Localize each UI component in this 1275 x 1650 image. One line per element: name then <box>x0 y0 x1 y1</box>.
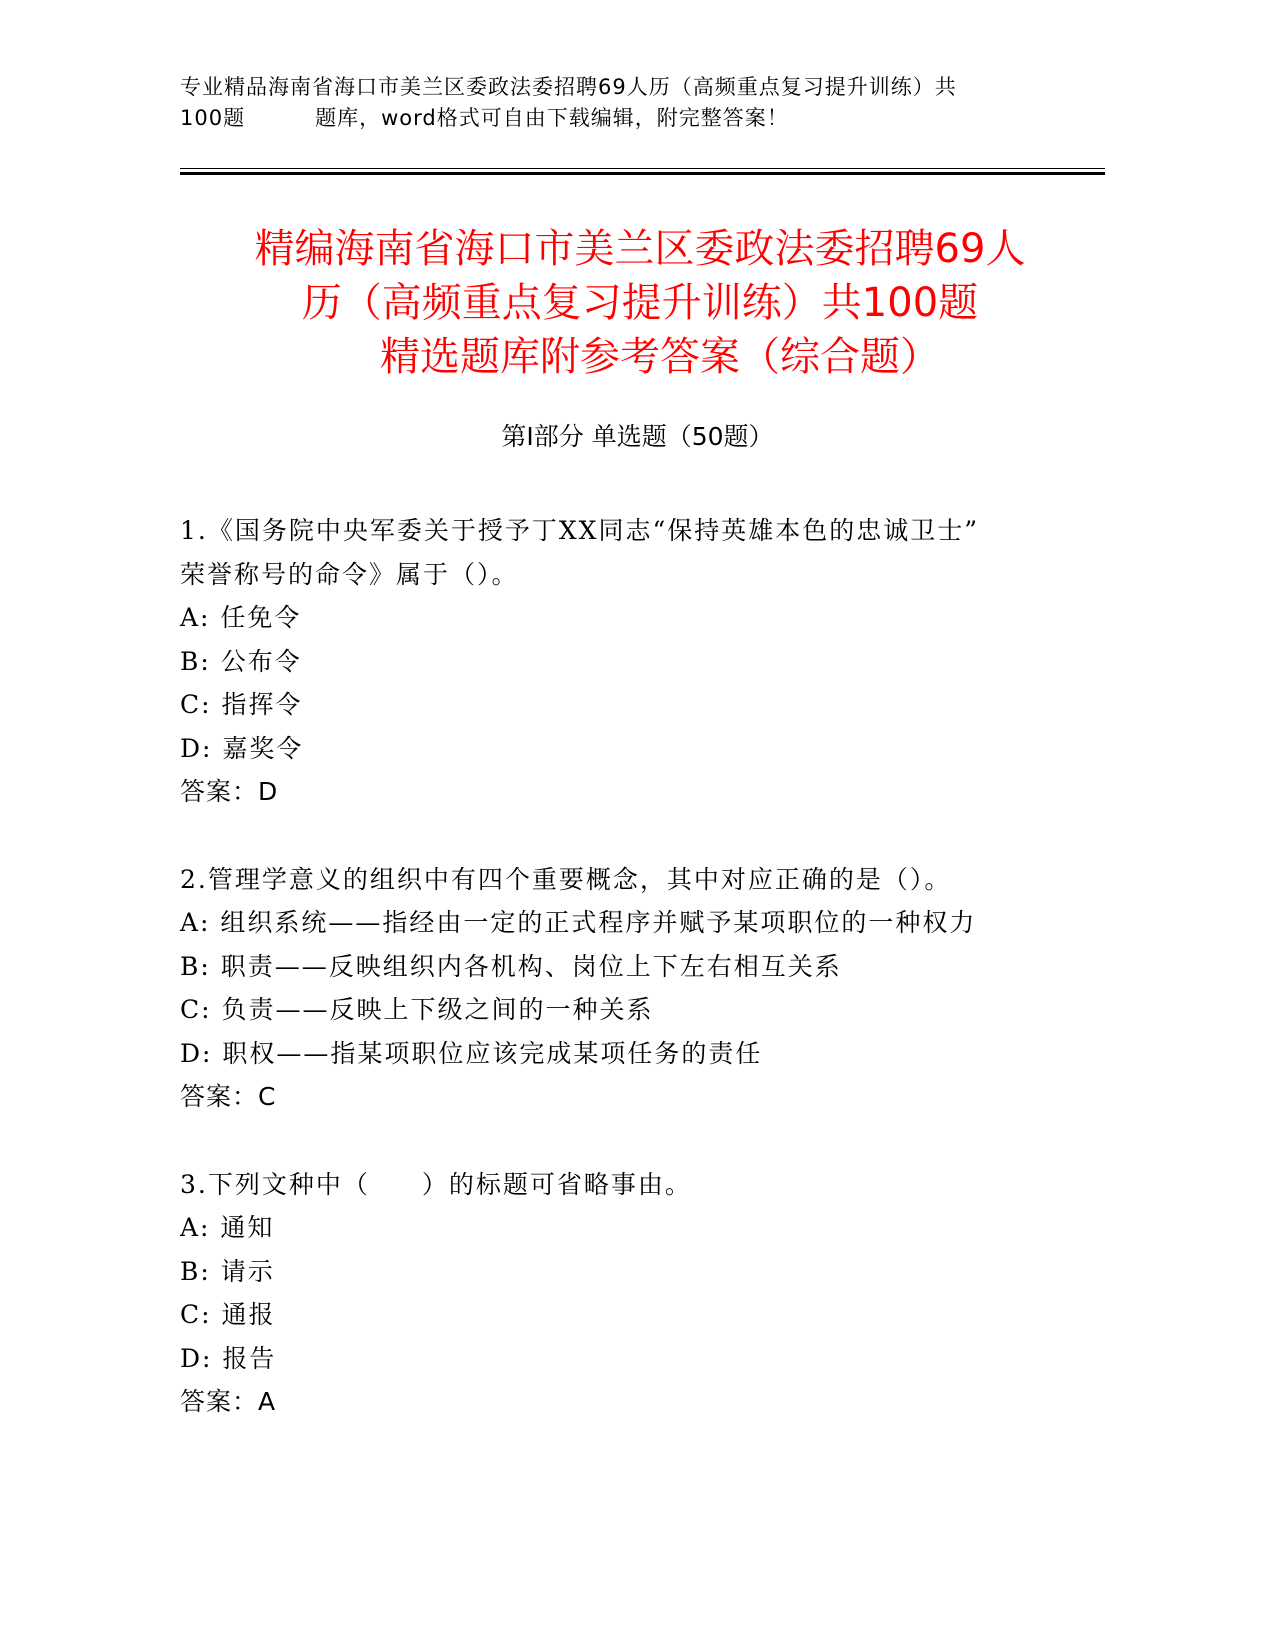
option-a: A: 任免令 <box>180 603 302 632</box>
question-list <box>180 509 1080 1468</box>
option-a: A: 通知 <box>180 1213 275 1242</box>
option-d: D: 嘉奖令 <box>180 733 304 763</box>
document-header <box>180 72 1060 134</box>
answer-line: 答案：C <box>180 1082 277 1111</box>
question-stem: 2.管理学意义的组织中有四个重要概念，其中对应正确的是（）。 <box>180 864 952 894</box>
option-d: D: 职权——指某项职位应该完成某项任务的责任 <box>180 1038 763 1068</box>
question-stem: 1.《国务院中央军委关于授予丁XX同志“保持英雄本色的忠诚卫士” <box>180 516 980 545</box>
header-divider-thick <box>180 172 1105 175</box>
header-line-1: 专业精品海南省海口市美兰区委政法委招聘69人历（高频重点复习提升训练）共 <box>180 75 957 99</box>
title-line-2: 历（高频重点复习提升训练）共100题 <box>301 280 979 326</box>
option-a: A: 组织系统——指经由一定的正式程序并赋予某项职位的一种权力 <box>180 908 977 937</box>
section-title: 第Ⅰ部分 单选题（50题） <box>501 422 774 451</box>
title-line-3: 精选题库附参考答案（综合题） <box>380 334 940 380</box>
header-line-2-text: 题库，word格式可自由下载编辑，附完整答案！ <box>315 106 789 130</box>
option-b: B: 职责——反映组织内各机构、岗位上下左右相互关系 <box>180 951 842 981</box>
option-c: C: 负责——反映上下级之间的一种关系 <box>180 995 654 1024</box>
question-stem-end: ）的标题可省略事由。 <box>421 1169 692 1199</box>
question-1 <box>180 509 1080 814</box>
option-c: C: 指挥令 <box>180 690 303 719</box>
header-divider-thin <box>180 168 1105 169</box>
header-line-2-count: 100题 <box>180 106 246 130</box>
question-3 <box>180 1163 1080 1424</box>
option-c: C: 通报 <box>180 1300 276 1329</box>
answer-line: 答案：D <box>180 777 279 806</box>
answer-line: 答案：A <box>180 1387 277 1416</box>
question-stem-continued: 荣誉称号的命令》属于（）。 <box>180 559 519 589</box>
question-stem-start: 3.下列文种中（ <box>180 1169 370 1199</box>
option-d: D: 报告 <box>180 1343 277 1373</box>
option-b: B: 公布令 <box>180 646 302 676</box>
question-2 <box>180 858 1080 1119</box>
title-line-1: 精编海南省海口市美兰区委政法委招聘69人 <box>254 226 1026 272</box>
header-line-2 <box>180 103 1060 134</box>
option-b: B: 请示 <box>180 1256 275 1286</box>
question-stem <box>180 1163 1080 1207</box>
document-title <box>140 222 1140 384</box>
